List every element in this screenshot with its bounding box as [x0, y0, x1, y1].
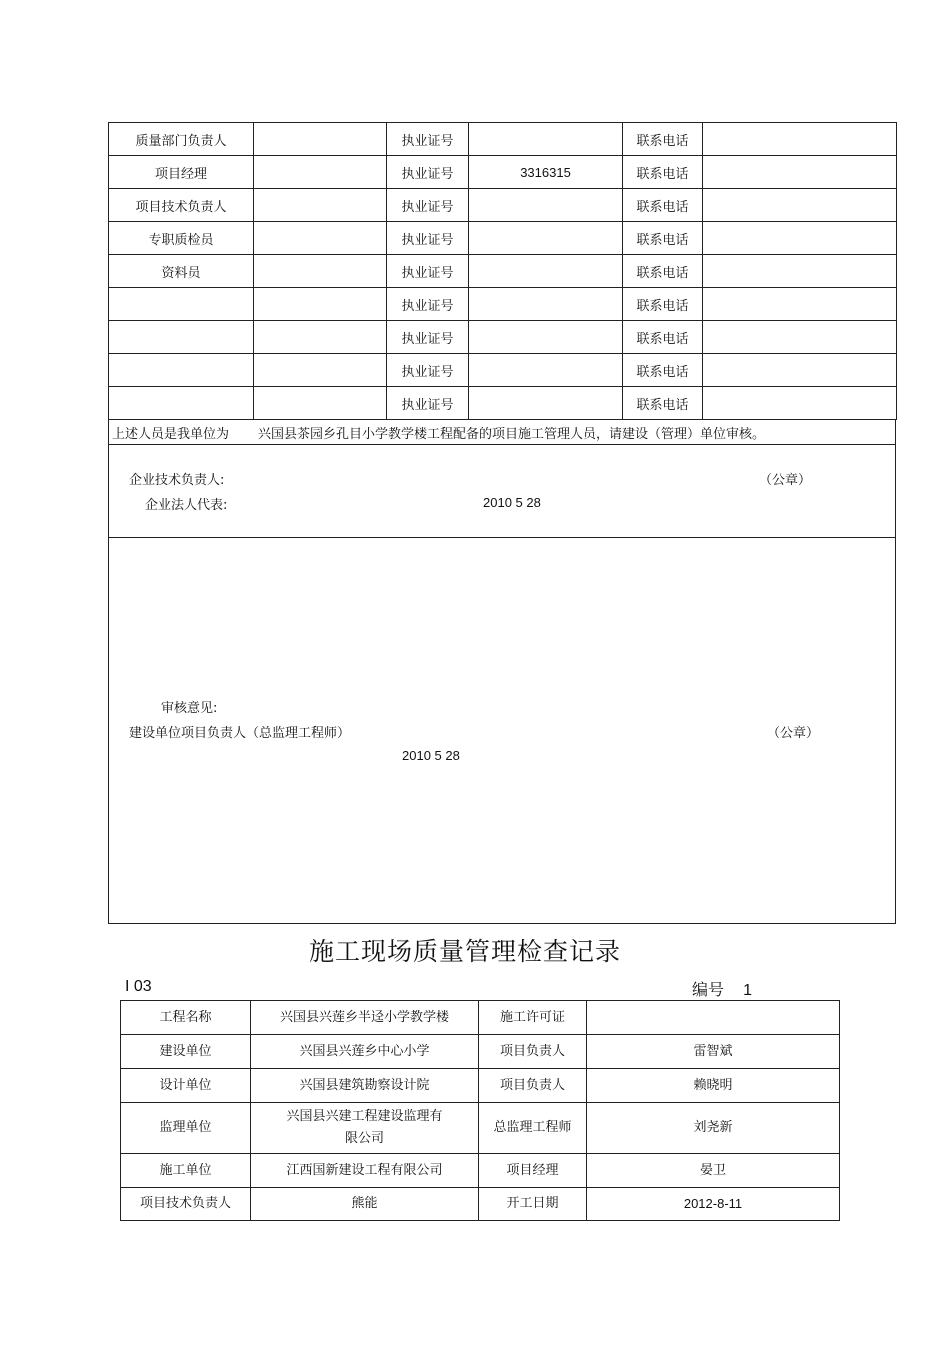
name-cell: [254, 222, 387, 255]
cert-number-cell: [469, 387, 623, 420]
enterprise-sign-date: 2010 5 28: [483, 495, 541, 510]
inspection-table: [120, 1000, 840, 1221]
cert-label-cell: 执业证号: [387, 387, 469, 420]
phone-cell: [703, 189, 897, 222]
name-cell: [254, 123, 387, 156]
field-label: 工程名称: [121, 1001, 251, 1035]
field-label: 总监理工程师: [479, 1103, 587, 1154]
role-cell: [109, 321, 254, 354]
phone-cell: [703, 288, 897, 321]
statement-prefix: 上述人员是我单位为: [112, 427, 230, 442]
field-value: 晏卫: [587, 1154, 840, 1188]
cert-number-cell: [469, 123, 623, 156]
cert-label-cell: 执业证号: [387, 288, 469, 321]
name-cell: [254, 288, 387, 321]
role-cell: 资料员: [109, 255, 254, 288]
enterprise-tech-label: 企业技术负责人:: [129, 473, 225, 488]
inspection-row: [121, 1035, 840, 1069]
inspection-row: [121, 1001, 840, 1035]
phone-label-cell: 联系电话: [623, 354, 703, 387]
role-cell: 项目技术负责人: [109, 189, 254, 222]
field-value: 兴国县兴莲乡半迳小学教学楼: [251, 1001, 479, 1035]
personnel-row: [109, 321, 897, 354]
phone-label-cell: 联系电话: [623, 288, 703, 321]
cert-number-cell: [469, 321, 623, 354]
cert-label-cell: 执业证号: [387, 255, 469, 288]
cert-number-cell: 3316315: [469, 156, 623, 189]
name-cell: [254, 387, 387, 420]
cert-label-cell: 执业证号: [387, 189, 469, 222]
inspection-title: 施工现场质量管理检查记录: [308, 937, 621, 966]
owner-project-lead-label: 建设单位项目负责人（总监理工程师）: [129, 726, 351, 741]
role-cell: 项目经理: [109, 156, 254, 189]
inspection-row: [121, 1154, 840, 1188]
personnel-row: [109, 255, 897, 288]
phone-cell: [703, 354, 897, 387]
field-value: 兴国县兴莲乡中心小学: [251, 1035, 479, 1069]
inspection-row: [121, 1103, 840, 1154]
review-opinion-label: 审核意见:: [161, 701, 218, 716]
phone-cell: [703, 222, 897, 255]
form-number-value: 1: [743, 982, 753, 999]
cert-label-cell: 执业证号: [387, 354, 469, 387]
phone-label-cell: 联系电话: [623, 156, 703, 189]
personnel-row: [109, 222, 897, 255]
field-value: 熊能: [251, 1188, 479, 1221]
inspection-row: [121, 1188, 840, 1221]
phone-cell: [703, 255, 897, 288]
personnel-row: [109, 189, 897, 222]
field-label: 设计单位: [121, 1069, 251, 1103]
review-section: [108, 537, 896, 924]
field-value: 雷智斌: [587, 1035, 840, 1069]
cert-number-cell: [469, 189, 623, 222]
field-label: 建设单位: [121, 1035, 251, 1069]
personnel-row: [109, 288, 897, 321]
cert-number-cell: [469, 354, 623, 387]
cert-number-cell: [469, 255, 623, 288]
phone-label-cell: 联系电话: [623, 255, 703, 288]
review-seal: （公章）: [767, 726, 820, 741]
personnel-row: [109, 156, 897, 189]
role-cell: [109, 354, 254, 387]
field-value: 兴国县兴建工程建设监理有限公司: [251, 1103, 479, 1154]
cert-number-cell: [469, 288, 623, 321]
cert-number-cell: [469, 222, 623, 255]
cert-label-cell: 执业证号: [387, 123, 469, 156]
field-value: 赖晓明: [587, 1069, 840, 1103]
field-label: 项目负责人: [479, 1069, 587, 1103]
field-label: 施工单位: [121, 1154, 251, 1188]
review-date: 2010 5 28: [402, 748, 460, 763]
personnel-row: [109, 387, 897, 420]
field-value: 兴国县建筑勘察设计院: [251, 1069, 479, 1103]
field-label: 监理单位: [121, 1103, 251, 1154]
field-label: 项目经理: [479, 1154, 587, 1188]
personnel-row: [109, 123, 897, 156]
enterprise-legal-label: 企业法人代表:: [145, 498, 228, 513]
field-value: 江西国新建设工程有限公司: [251, 1154, 479, 1188]
role-cell: 质量部门负责人: [109, 123, 254, 156]
name-cell: [254, 255, 387, 288]
personnel-row: [109, 354, 897, 387]
cert-label-cell: 执业证号: [387, 321, 469, 354]
field-label: 开工日期: [479, 1188, 587, 1221]
cert-label-cell: 执业证号: [387, 222, 469, 255]
field-value: 2012-8-11: [587, 1188, 840, 1221]
form-number-label: 编号: [692, 980, 725, 999]
enterprise-sign-section: [108, 444, 896, 538]
phone-label-cell: 联系电话: [623, 123, 703, 156]
cert-label-cell: 执业证号: [387, 156, 469, 189]
name-cell: [254, 189, 387, 222]
phone-label-cell: 联系电话: [623, 321, 703, 354]
phone-cell: [703, 321, 897, 354]
role-cell: [109, 288, 254, 321]
phone-label-cell: 联系电话: [623, 189, 703, 222]
enterprise-seal: （公章）: [759, 473, 812, 488]
field-label: 项目技术负责人: [121, 1188, 251, 1221]
name-cell: [254, 321, 387, 354]
form-code: I 03: [125, 978, 152, 995]
name-cell: [254, 156, 387, 189]
form-number: [692, 977, 752, 1000]
personnel-table: [108, 122, 897, 420]
statement-body: 兴国县茶园乡孔目小学教学楼工程配备的项目施工管理人员，请建设（管理）单位审核。: [258, 427, 766, 442]
field-value: [587, 1001, 840, 1035]
phone-label-cell: 联系电话: [623, 387, 703, 420]
field-value: 刘尧新: [587, 1103, 840, 1154]
statement-row: [108, 419, 896, 445]
field-label: 项目负责人: [479, 1035, 587, 1069]
inspection-row: [121, 1069, 840, 1103]
phone-cell: [703, 123, 897, 156]
role-cell: 专职质检员: [109, 222, 254, 255]
phone-cell: [703, 156, 897, 189]
field-label: 施工许可证: [479, 1001, 587, 1035]
phone-label-cell: 联系电话: [623, 222, 703, 255]
role-cell: [109, 387, 254, 420]
phone-cell: [703, 387, 897, 420]
name-cell: [254, 354, 387, 387]
